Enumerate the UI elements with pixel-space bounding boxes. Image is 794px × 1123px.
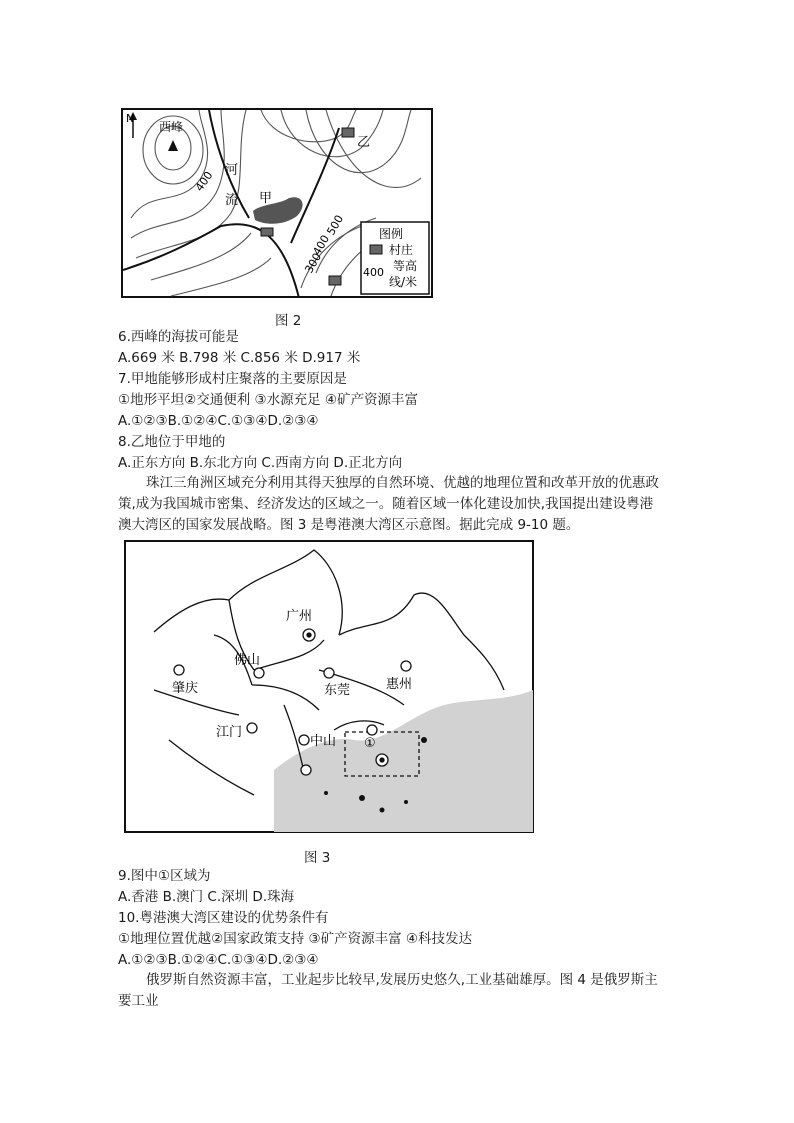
contour-label-300: 300 — [302, 250, 325, 276]
q6-stem: 6.西峰的海拔可能是 — [118, 329, 239, 345]
legend-title: 图例 — [379, 227, 404, 241]
contour-label-400-left: 400 — [192, 169, 216, 194]
city-label-huizhou: 惠州 — [386, 677, 413, 692]
q10-items: ①地理位置优越②国家政策支持 ③矿产资源丰富 ④科技发达 — [118, 931, 472, 947]
passage1-line3: 澳大湾区的国家发展战略。图 3 是粤港澳大湾区示意图。据此完成 9-10 题。 — [118, 517, 580, 533]
contour-label-400-right: 400 — [310, 232, 333, 258]
contour-label-500: 500 — [324, 212, 347, 238]
river-label-1: 河 — [225, 163, 239, 178]
west-peak-label: 西峰 — [159, 120, 184, 134]
legend-contour-label-2: 线/米 — [389, 275, 418, 289]
figure-2-contour-map — [121, 108, 433, 298]
river-label-2: 流 — [225, 193, 239, 208]
q9-options: A.香港 B.澳门 C.深圳 D.珠海 — [118, 889, 295, 905]
q7-stem: 7.甲地能够形成村庄聚落的主要原因是 — [118, 371, 347, 387]
q8-options: A.正东方向 B.东北方向 C.西南方向 D.正北方向 — [118, 455, 403, 471]
city-label-guangzhou: 广州 — [286, 609, 313, 624]
figure-3-caption: 图 3 — [304, 850, 331, 866]
city-label-jiangmen: 江门 — [216, 725, 243, 740]
figure-2-caption: 图 2 — [275, 313, 302, 329]
q6-options: A.669 米 B.798 米 C.856 米 D.917 米 — [118, 350, 361, 366]
q9-stem: 9.图中①区域为 — [118, 868, 211, 884]
q7-options: A.①②③B.①②④C.①③④D.②③④ — [118, 413, 319, 429]
city-label-dongguan: 东莞 — [324, 683, 351, 698]
north-label: N — [126, 112, 135, 125]
village-yi-marker — [342, 128, 354, 137]
legend — [361, 222, 429, 294]
q10-options: A.①②③B.①②④C.①③④D.②③④ — [118, 952, 319, 968]
village-marker-southeast — [329, 276, 341, 285]
legend-village-label: 村庄 — [389, 243, 414, 257]
city-label-foshan: 佛山 — [234, 653, 261, 668]
legend-contour-value: 400 — [363, 266, 384, 279]
q8-stem: 8.乙地位于甲地的 — [118, 434, 226, 450]
passage2-line2: 要工业 — [118, 993, 159, 1009]
village-marker-south — [261, 228, 273, 236]
legend-contour-label-1: 等高 — [393, 259, 418, 273]
q10-stem: 10.粤港澳大湾区建设的优势条件有 — [118, 910, 329, 926]
figure-3-bay-area-map — [124, 540, 534, 833]
jia-label: 甲 — [259, 191, 273, 206]
passage1-line1: 珠江三角洲区域充分利用其得天独厚的自然环境、优越的地理位置和改革开放的优惠政 — [146, 475, 659, 491]
region-1-label: ① — [364, 736, 376, 751]
city-label-zhaoqing: 肇庆 — [172, 681, 199, 696]
q7-items: ①地形平坦②交通便利 ③水源充足 ④矿产资源丰富 — [118, 392, 418, 408]
yi-label: 乙 — [357, 135, 371, 150]
passage1-line2: 策,成为我国城市密集、经济发达的区域之一。随着区域一体化建设加快,我国提出建设粤港 — [118, 496, 654, 512]
city-label-zhongshan: 中山 — [310, 734, 337, 749]
passage2-line1: 俄罗斯自然资源丰富，工业起步比较早,发展历史悠久,工业基础雄厚。图 4 是俄罗斯主 — [146, 972, 658, 988]
